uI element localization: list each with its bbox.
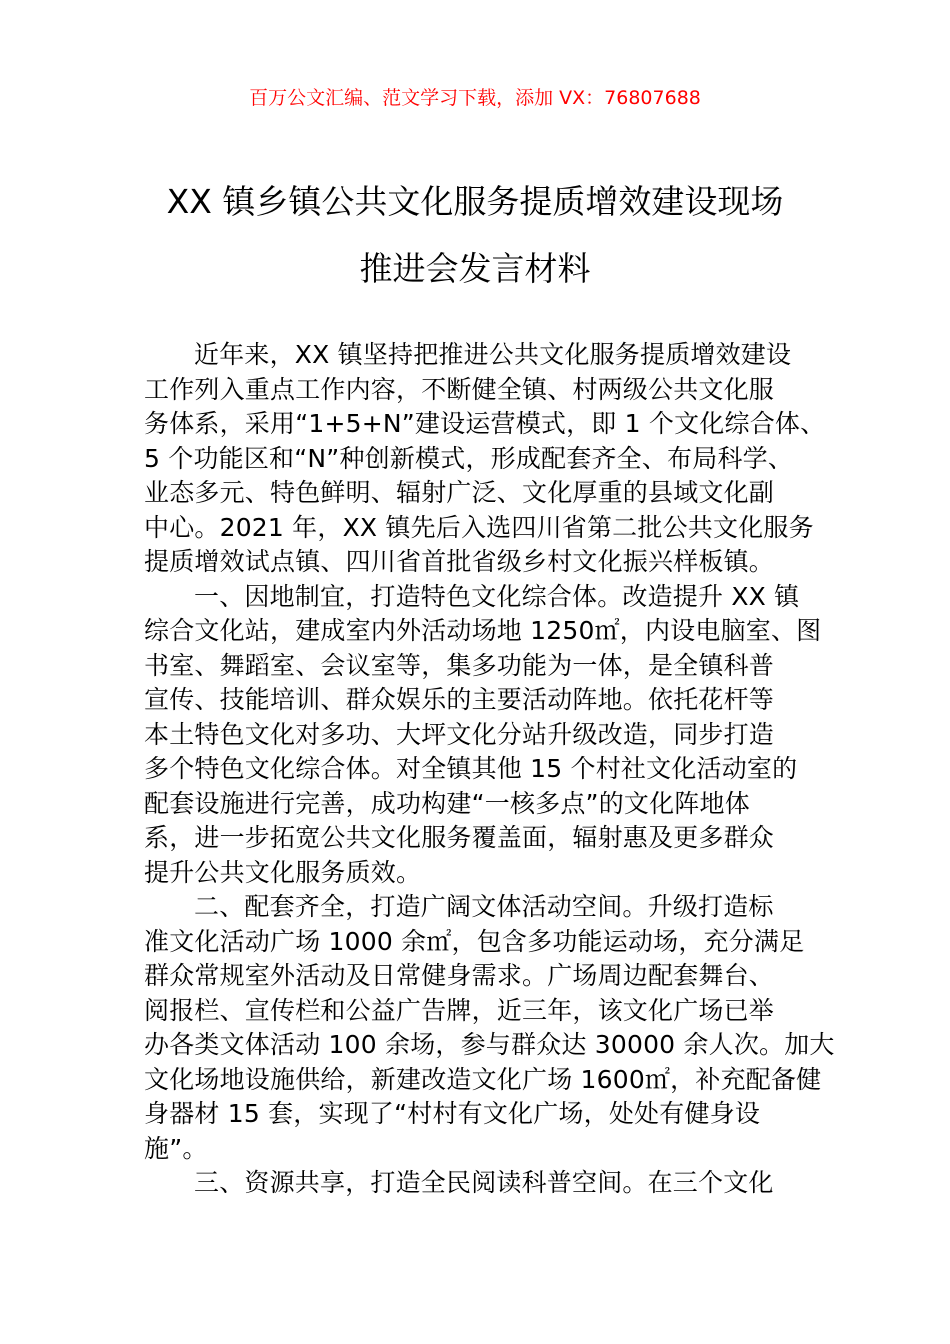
paragraph-line: 施”。 [144, 1133, 208, 1163]
document-title-line-2: 推进会发言材料 [359, 249, 591, 288]
paragraph-line: 系，进一步拓宽公共文化服务覆盖面，辐射惠及更多群众 [144, 823, 775, 852]
paragraph-line: 群众常规室外活动及日常健身需求。广场周边配套舞台、 [144, 961, 775, 990]
paragraph-line: 一、因地制宜，打造特色文化综合体。改造提升 XX 镇 [194, 581, 800, 611]
paragraph-line: 中心。2021 年，XX 镇先后入选四川省第二批公共文化服务 [144, 512, 814, 542]
paragraph-line: 提升公共文化服务质效。 [144, 857, 422, 887]
paragraph-line: 综合文化站，建成室内外活动场地 1250㎡，内设电脑室、图 [144, 616, 822, 645]
paragraph-line: 提质增效试点镇、四川省首批省级乡村文化振兴样板镇。 [144, 547, 775, 576]
paragraph-line: 配套设施进行完善，成功构建“一核多点”的文化阵地体 [144, 788, 750, 818]
paragraph-line: 多个特色文化综合体。对全镇其他 15 个村社文化活动室的 [144, 754, 798, 783]
paragraph-line: 近年来，XX 镇坚持把推进公共文化服务提质增效建设 [194, 340, 792, 369]
paragraph-line: 5 个功能区和“N”种创新模式，形成配套齐全、布局科学、 [144, 443, 794, 473]
paragraph-line: 本土特色文化对多功、大坪文化分站升级改造，同步打造 [144, 719, 775, 749]
paragraph-line: 书室、舞蹈室、会议室等，集多功能为一体，是全镇科普 [144, 650, 775, 680]
paragraph-line: 准文化活动广场 1000 余㎡，包含多功能运动场，充分满足 [144, 926, 805, 956]
paragraph-line: 工作列入重点工作内容，不断健全镇、村两级公共文化服 [144, 374, 775, 404]
paragraph-line: 办各类文体活动 100 余场，参与群众达 30000 余人次。加大 [144, 1030, 835, 1059]
paragraph-line: 三、资源共享，打造全民阅读科普空间。在三个文化 [194, 1168, 774, 1197]
paragraph-line: 身器材 15 套，实现了“村村有文化广场，处处有健身设 [144, 1099, 761, 1128]
body-text [144, 338, 835, 1201]
header-note: 百万公文汇编、范文学习下载，添加 VX：76807688 [249, 87, 701, 109]
paragraph-line: 业态多元、特色鲜明、辐射广泛、文化厚重的县域文化副 [144, 478, 775, 507]
document-title-line-1: XX 镇乡镇公共文化服务提质增效建设现场 [166, 182, 784, 221]
paragraph-line: 务体系，采用“1+5+N”建设运营模式，即 1 个文化综合体、 [144, 409, 826, 438]
paragraph-line: 二、配套齐全，打造广阔文体活动空间。升级打造标 [194, 892, 774, 921]
paragraph-line: 宣传、技能培训、群众娱乐的主要活动阵地。依托花杆等 [144, 685, 775, 714]
paragraph-line: 文化场地设施供给，新建改造文化广场 1600㎡，补充配备健 [144, 1064, 822, 1094]
paragraph-line: 阅报栏、宣传栏和公益广告牌，近三年，该文化广场已举 [144, 995, 775, 1025]
